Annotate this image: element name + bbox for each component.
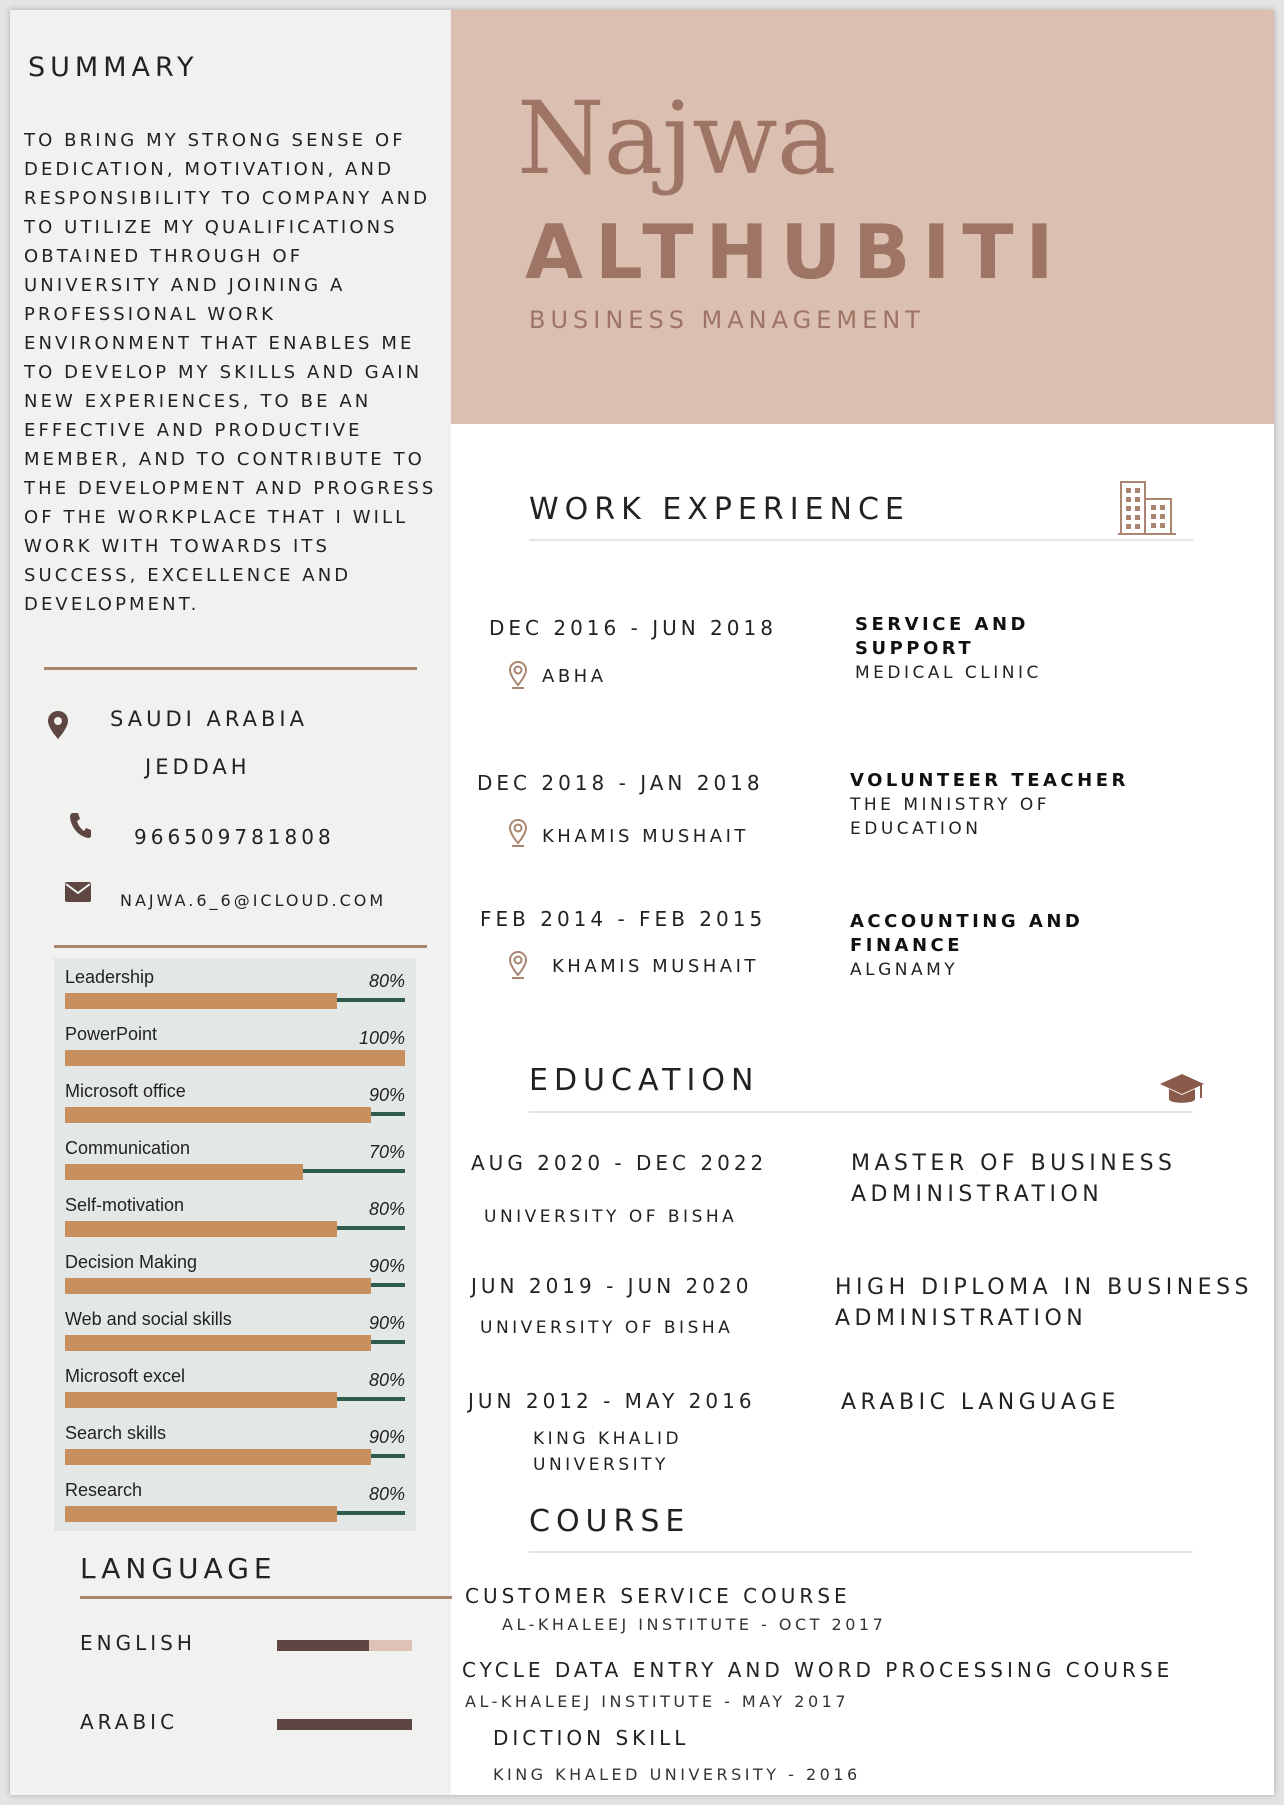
work-location: KHAMIS MUSHAIT [552,956,759,977]
work-location: KHAMIS MUSHAIT [542,826,749,847]
course-detail: KING KHALED UNIVERSITY - 2016 [493,1765,861,1784]
location-pin-icon [508,950,528,984]
education-date: JUN 2019 - JUN 2020 [471,1274,753,1298]
work-company: MEDICAL CLINIC [855,663,1042,683]
contact-country: SAUDI ARABIA [110,707,308,731]
summary-text: TO BRING MY STRONG SENSE OF DEDICATION, MOTIVATION, AND RESPONSIBILITY TO COMPANY AND TO UTILIZE MY QUALIFICATIONS OBTAINED THROUGH OF UNIVERSITY AND JOINING A PROFESSIONAL WORK ENVIRONMENT THAT ENABLES ME TO DEVELOP MY SKILLS AND GAIN NEW EXPERIENCES, TO BE AN EFFECTIVE AND PRODUCTIVE MEMBER, AND TO CONTRIBUTE TO THE DEVELOPMENT AND PROGRESS OF THE WORKPLACE THAT I WILL WORK WITH TOWARDS ITS SUCCESS, EXCELLENCE AND DEVELOPMENT. [24,130,437,615]
building-icon [1118,479,1176,537]
skill-name: Leadership [65,967,155,987]
skill-percent: 90% [368,1427,405,1447]
first-name: Najwa [517,80,836,197]
skill-name: PowerPoint [65,1024,158,1044]
skill-row [65,1476,405,1533]
skill-row [65,963,405,1020]
graduation-cap-icon [1158,1072,1206,1110]
skill-bar-fill [65,1278,371,1294]
sidebar-divider [44,667,417,670]
work-heading-line [529,539,1193,541]
location-pin-icon [46,710,70,740]
phone-icon [68,811,92,839]
skill-name: Microsoft office [65,1081,186,1101]
skill-name: Search skills [65,1423,167,1443]
skill-name: Web and social skills [65,1309,232,1329]
contact-email: NAJWA.6_6@ICLOUD.COM [120,891,387,910]
education-date: JUN 2012 - MAY 2016 [468,1389,756,1413]
skill-bar-fill [65,1164,303,1180]
course-name: DICTION SKILL [493,1726,690,1750]
education-date: AUG 2020 - DEC 2022 [471,1151,768,1175]
skill-bar-fill [65,1449,371,1465]
work-experience-heading: WORK EXPERIENCE [529,492,910,527]
skill-percent: 80% [368,1370,405,1390]
contact-phone: 966509781808 [134,825,335,849]
work-date: DEC 2018 - JAN 2018 [477,771,764,795]
job-title: BUSINESS MANAGEMENT [529,306,925,334]
education-degree: MASTER OF BUSINESS ADMINISTRATION [851,1151,1177,1207]
language-level-fill [277,1640,369,1651]
skill-percent: 90% [368,1256,405,1276]
skill-row [65,1020,405,1077]
skill-row [65,1305,405,1362]
envelope-icon [64,881,92,903]
location-pin-icon [508,818,528,852]
work-company: THE MINISTRY OF EDUCATION [850,795,1051,839]
skill-percent: 100% [358,1028,405,1048]
skill-percent: 90% [368,1085,405,1105]
course-heading-line [529,1551,1193,1553]
course-name: CYCLE DATA ENTRY AND WORD PROCESSING COURSE [462,1658,1174,1682]
skill-bar-fill [65,1392,337,1408]
skill-name: Microsoft excel [65,1366,186,1386]
education-school: UNIVERSITY OF BISHA [480,1318,734,1338]
skill-bar-fill [65,1221,337,1237]
education-school: KING KHALID UNIVERSITY [533,1429,683,1475]
course-detail: AL-KHALEEJ INSTITUTE - OCT 2017 [502,1615,887,1634]
work-company: ALGNAMY [850,960,959,980]
skill-row [65,1248,405,1305]
language-level-bar [277,1719,412,1730]
language-divider [80,1596,452,1599]
education-heading: EDUCATION [529,1063,760,1098]
language-name: ARABIC [80,1710,179,1734]
education-degree: HIGH DIPLOMA IN BUSINESS ADMINISTRATION [835,1275,1253,1331]
resume-page [10,10,1274,1795]
skill-name: Research [65,1480,143,1500]
skills-panel [54,958,416,1531]
skill-row [65,1191,405,1248]
work-location: ABHA [542,666,607,687]
skill-row [65,1077,405,1134]
skill-bar-fill [65,1107,371,1123]
skill-bar-fill [65,1506,337,1522]
skill-bar-fill [65,1050,405,1066]
last-name: ALTHUBITI [525,208,1066,296]
contact-city: JEDDAH [145,755,251,779]
skill-percent: 80% [368,1484,405,1504]
education-school: UNIVERSITY OF BISHA [484,1207,738,1227]
skill-row [65,1134,405,1191]
skill-name: Self-motivation [65,1195,185,1215]
skill-name: Communication [65,1138,191,1158]
skill-row [65,1362,405,1419]
work-role-block [855,613,1145,685]
language-level-bar [277,1640,412,1651]
language-level-fill [277,1719,412,1730]
language-heading: LANGUAGE [80,1552,277,1585]
work-date: DEC 2016 - JUN 2018 [489,616,777,640]
sidebar-divider-2 [54,945,427,948]
education-heading-line [529,1111,1193,1113]
location-pin-icon [508,660,528,694]
work-date: FEB 2014 - FEB 2015 [480,907,767,931]
skill-percent: 80% [368,1199,405,1219]
education-degree: ARABIC LANGUAGE [841,1390,1120,1415]
work-role: ACCOUNTING AND FINANCE [850,911,1084,956]
skill-bar-fill [65,993,337,1009]
work-role: SERVICE AND SUPPORT [855,614,1029,659]
skill-percent: 80% [368,971,405,991]
skill-bar-fill [65,1335,371,1351]
course-name: CUSTOMER SERVICE COURSE [465,1584,851,1608]
work-role: VOLUNTEER TEACHER [850,770,1129,791]
course-detail: AL-KHALEEJ INSTITUTE - MAY 2017 [465,1692,849,1711]
summary-heading: SUMMARY [28,52,199,83]
work-role-block [850,910,1140,982]
course-heading: COURSE [529,1504,691,1539]
skill-percent: 90% [368,1313,405,1333]
language-name: ENGLISH [80,1631,196,1655]
skill-percent: 70% [368,1142,405,1162]
work-role-block [850,769,1140,841]
skill-name: Decision Making [65,1252,198,1272]
skill-row [65,1419,405,1476]
